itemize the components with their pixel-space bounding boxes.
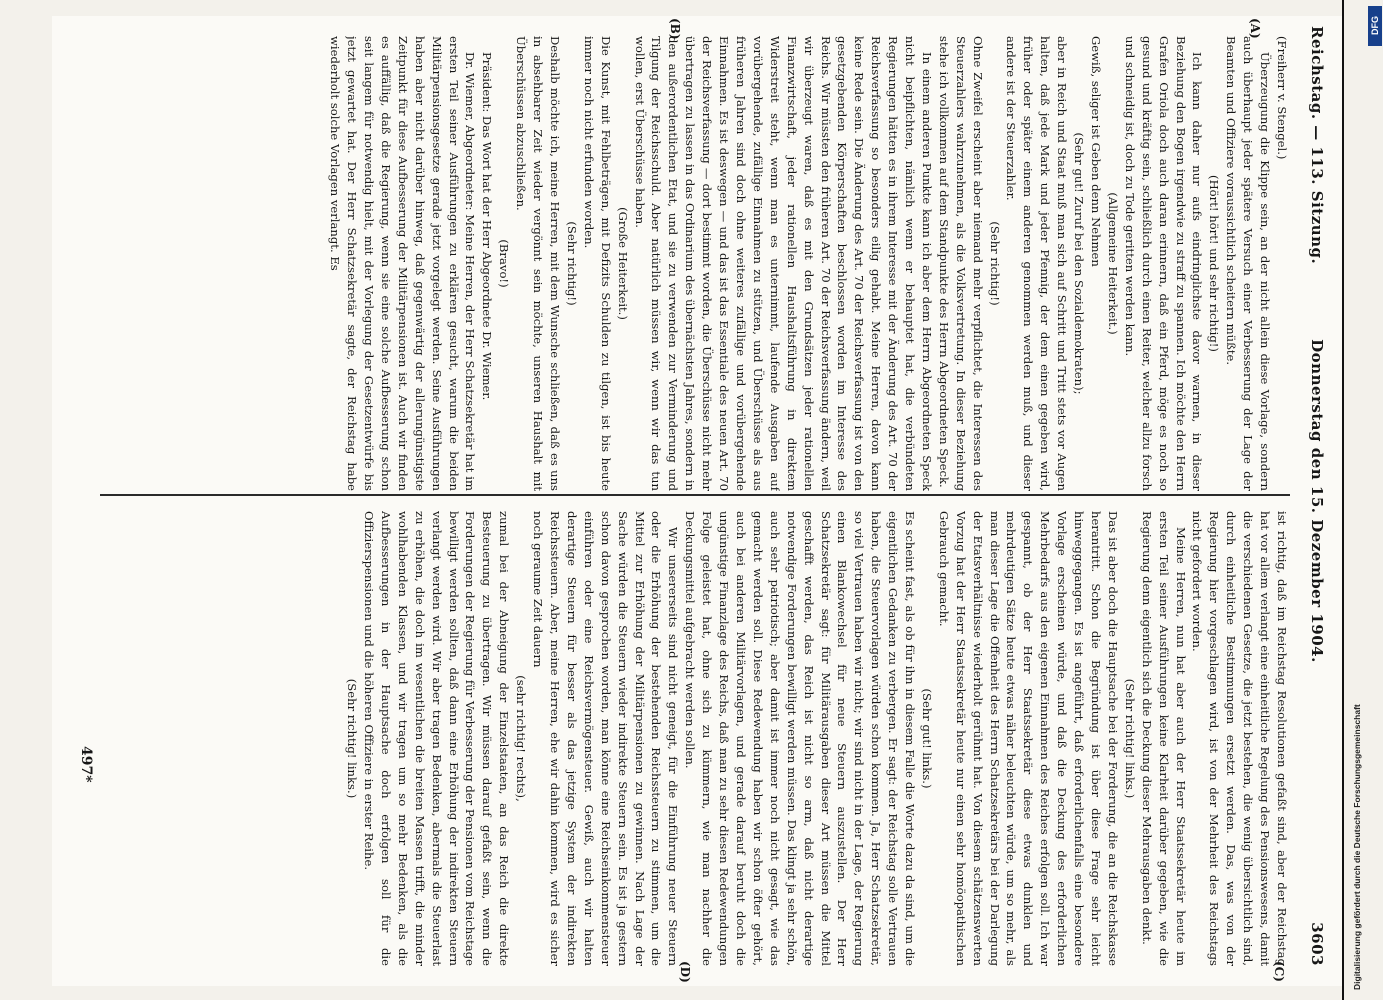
paragraph: ist richtig, daß im Reichstag Resolutionen gefaßt sind, aber der Reichstag hat vor allem verlangt eine einheitliche Regelung des Pensionswesens, damit die verschiedenen Gesetze, die jetzt bestehen, die wenig übersichtlich sind, durch einheitliche Bestimmungen ersetzt werden. Das, was von der Regierung hier vorgeschlagen wird, ist von der Mehrheit des Reichstags nicht gefordert worden. (1190, 511, 1289, 966)
paragraph: Die Kunst, mit Fehlbeträgen, mit Defizits Schulden zu tilgen, ist bis heute immer noch nicht erfunden worden. (581, 36, 613, 491)
header-left: Reichstag. — 113. Sitzung. (1308, 26, 1326, 265)
interjection: (Sehr richtig!) (987, 221, 1002, 306)
speaker-tag: (Freiherr v. Stengel.) (1275, 36, 1289, 160)
paragraph: In einem anderen Punkte kann ich aber dem Herrn Abgeordneten Speck nicht beipflichten, nämlich wenn er behauptet hat, die verbündeten Regierungen hätten es in ihrem Interesse mit der Änderung des Art. 70 der Reichsverfassung so besonders eilig gehabt. Meine Herren, davon kann keine Rede sein. Die Änderung des Art. 70 der Reichsverfassung ist von den gesetzgebenden Körperschaften beschlossen worden im Interesse des Reichs. Wir müssten den früheren Art. 70 der Reichsverfassung ändern, weil wir überzeugt waren, daß es mit den Grundsätzen jeder rationellen Finanzwirtschaft, jeder rationellen Haushaltsführung in direktem Widerstreit steht, wenn man es unternimmt, laufende Ausgaben auf vorübergehende, zufällige Einnahmen zu stützen, und Überschüsse als aus früheren Jahren sind doch ohne weiteres zufällige und vorübergehende Einnahmen. Es ist deswegen — und das ist das Essentiale des neuen Art. 70 der Reichsverfassung — dort bestimmt worden, die Überschüsse nicht mehr übertragen zu lassen in das Ordinarium des übernächsten Jahres, sondern in den außerordentlichen Etat, und sie zu verwenden zur Verminderung und Tilgung der Reichsschuld. Aber natürlich müssen wir, wenn wir das tun wollen, erst Überschüsse haben. (632, 36, 934, 491)
paragraph: Meine Herren, nun hat aber auch der Herr Staatssekretär heute im ersten Teil seiner Ausführungen keine Klarheit darüber gegeben, wie die Regierung denn eigentlich sich die Deckung dieser Mehrausgaben denkt. (1139, 511, 1188, 966)
page-header (1294, 26, 1336, 976)
paragraph: Dr. Wiemer, Abgeordneter: Meine Herren, der Herr Schatzsekretär hat im ersten Teil seiner Ausführungen zu erklären gesucht, warum die beiden Militärpensionsgesetze gerade jetzt vorgelegt werden. Seine Ausführungen haben aber nicht darüber hinweg, daß gegenwärtig der allerungünstigste Zeitpunkt für diese Aufbesserung der Militärpensionen ist. Auch wir finden es auffällig, daß die Regierung, wenn sie eine solche Aufbesserung schon seit langem für notwendig hielt, mit der Vorlegung der Gesetzentwürfe bis jetzt gewartet hat. Der Herr Schatzsekretär sagte, der Reichstag habe wiederholt solche Vorlagen verlangt. Es (328, 36, 478, 491)
paragraph: Wir unsererseits sind nicht geneigt, für die Einführung neuer Steuern oder die Erhöhung der bestehenden Reichssteuern zu stimmen, um die Mittel zur Erhöhung der Militärpensionen zu gewinnen. Nach Lage der Sache würden die Steuern wieder indirekte Steuern sein. Es ist ja gestern schon davon gesprochen worden, man könne eine Reichseinkommensteuer einführen oder eine Reichsvermögensteuer. Gewiß, auch wir halten derartige Steuern für besser als das jetzige System der indirekten Reichssteuern. Aber, meine Herren, ehe wir dahin kommen, wird es sicher noch geraume Zeit dauern (531, 511, 681, 966)
margin-marker-d: (D) (678, 961, 692, 983)
interjection: (Sehr richtig! links.) (345, 678, 360, 799)
paragraph: Es scheint fast, als ob für ihn in diesem Falle die Worte dazu da sind, um die eigentlichen Gedanken zu verbergen. Er sagt: der Reichstag solle Vertrauen haben, die Steuervorlagen würden schon kommen. Ja, Herr Schatzsekretär, so viel Vertrauen haben wir nicht; wir sind nicht in der Lage, der Regierung einen Blankowechsel für neue Steuern auszustellen. Der Herr Schatzsekretär sagt: für Militärausgaben dieser Art müssen die Mittel geschafft werden, das Reich ist nicht so arm, daß nicht derartige notwendige Forderungen bewilligt werden müssen. Das klingt ja sehr schön, auch sehr patriotisch; aber damit ist immer noch nicht gesagt, wie das gemacht werden soll. Diese Redewendung haben wir schon öfter gehört, auch bei anderen Militärvorlagen, und gerade darauf beruht doch die ungünstige Finanzlage des Reichs, daß man zu sehr diesen Redewendungen Folge geleistet hat, ohne sich zu kümmern, wie man nachher die Deckungsmittel aufgebracht werden sollen. (683, 511, 918, 966)
paragraph: Deshalb möchte ich, meine Herren, mit dem Wunsche schließen, daß es uns in absehbarer Zeit wieder vergönnt sein möchte, unseren Haushalt mit Überschüssen abzuschließen. (514, 36, 563, 491)
margin-marker-c: (C) (1272, 961, 1286, 982)
dfg-logo-icon: DFG (1368, 6, 1382, 46)
interjection: (Sehr gut! Zuruf bei den Sozialdemokraten); (1072, 132, 1087, 395)
paragraph: Gewiß, seliger ist Geben denn Nehmen (1089, 36, 1104, 267)
interjection: (Hört! hört! und sehr richtig!) (1207, 175, 1222, 352)
right-column (110, 511, 1290, 966)
interjection: (Sehr richtig! links.) (1122, 678, 1137, 799)
paragraph: Ich kann daher nur aufs eindringlichste davor warnen, in dieser Beziehung den Bogen irgendwie zu straff zu spannen. Ich möchte den Herrn Grafen Oriola doch auch daran erinnern, daß ein Pferd, möge es noch so gesund und kräftig sein, schließlich durch einen Reiter, welcher allzu forsch und schneidig ist, doch zu Tode geritten werden kann. (1122, 36, 1205, 491)
header-date: Donnerstag den 15. Dezember 1904. (1308, 339, 1326, 663)
interjection: (sehr richtig! rechts), (514, 675, 529, 802)
scanned-page (52, 16, 1342, 986)
digitization-credit: Digitalisierung gefördert durch die Deutsche Forschungsgemeinschaft (1352, 704, 1362, 990)
left-column (110, 36, 1290, 491)
column-divider (100, 494, 1290, 496)
interjection: (Sehr richtig!) (564, 221, 579, 306)
interjection: (Sehr gut! links.) (919, 688, 934, 789)
interjection: (Allgemeine Heiterkeit.) (1105, 192, 1120, 335)
paragraph: Das ist aber doch die Hauptsache bei der Forderung, die an die Reichskasse herantritt. Schon die Begründung ist über diese Frage sehr leicht hinweggegangen. Es ist angeführt, daß erforderlichenfalls eine besondere Vorlage erscheinen würde, und daß die Deckung des erforderlichen Mehrbedarfs aus den eigenen Einnahmen des Reiches erfolgen soll. Ich war gespannt, ob der Herr Staatssekretär diese etwas dunklen und mehrdeutigen Sätze heute etwas näher beleuchten würde, um so mehr, als man dieser Lage die Offenheit des Herrn Schatzsekretärs bei der Darlegung der Etatsverhältnisse wiederholt gerühmt hat. Von diesem schätzenswerten Vorzug hat der Herr Staatssekretär heute nur einen sehr homöopathischen Gebrauch gemacht. (936, 511, 1120, 966)
bottom-page-number: 497* (78, 746, 94, 783)
margin-marker-a: (A) (1248, 18, 1262, 39)
paragraph: Ohne Zweifel erscheint aber niemand mehr verpflichtet, die Interessen des Steuerzahlers wahrzunehmen, als die Volksvertretung. In dieser Beziehung stehe ich vollkommen auf dem Standpunkte des Herrn Abgeordneten Speck. (936, 36, 985, 491)
scan-edge (1342, 0, 1344, 1000)
paragraph: Überzeugung die Klippe sein, an der nicht allein diese Vorlage, sondern auch überhaupt jeder spätere Versuch einer Verbesserung der Lage der Beamten und Offiziere voraussichtlich scheitern müßte. (1224, 36, 1273, 491)
interjection: (Bravo!) (497, 239, 512, 288)
interjection: (Große Heiterkeit.) (615, 207, 630, 320)
margin-marker-b: (B) (668, 18, 682, 40)
header-page-number: 3603 (1308, 922, 1326, 966)
paragraph: zumal bei der Abneigung der Einzelstaaten, an das Reich die direkte Besteuerung zu übertragen. Wir müssen darauf gefaßt sein, wenn die Forderungen der Regierung für Verbesserung der Pensionen vom Reichstage bewilligt werden sollten, daß dann eine Erhöhung der indirekten Steuern verlangt werden wird. Wir aber tragen Bedenken, abermals die Steuerlast zu erhöhen, die doch im wesentlichen die breiten Massen trifft, die minder wohlhabenden Klassen, und wir tragen um so mehr Bedenken, als die Aufbesserungen in der Hauptsache doch erfolgen soll für die Offizierspensionen und die höheren Offiziere in erster Reihe. (362, 511, 512, 966)
paragraph: Präsident: Das Wort hat der Herr Abgeordnete Dr. Wiemer. (480, 52, 495, 401)
paragraph: aber in Reich und Staat muß man sich auf Schritt und Tritt stets vor Augen halten, daß jede Mark und jeder Pfennig, der dem einen gegeben wird, früher oder später einem anderen genommen werden muß, und dieser andere ist der Steuerzahler. (1004, 36, 1070, 491)
